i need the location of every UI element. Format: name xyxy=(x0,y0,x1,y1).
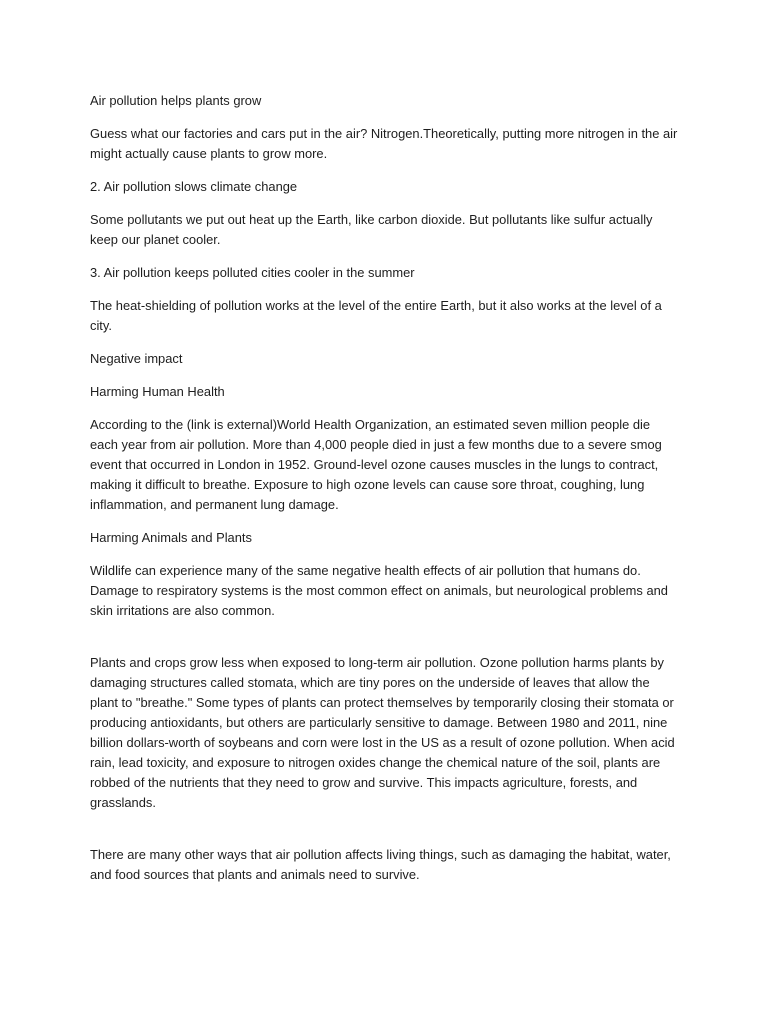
heading-plants-grow: Air pollution helps plants grow xyxy=(90,93,262,108)
paragraph-nitrogen: Guess what our factories and cars put in the air? Nitrogen.Theoretically, putting more nitrogen in the air might actually cause plants to grow more. xyxy=(90,126,678,161)
paragraph-other-ways: There are many other ways that air pollution affects living things, such as damaging the habitat, water, and food sources that plants and animals need to survive. xyxy=(90,847,671,882)
heading-animals-plants: Harming Animals and Plants xyxy=(90,530,252,545)
paragraph-pollutants-cooling: Some pollutants we put out heat up the Earth, like carbon dioxide. But pollutants like sulfur actually keep our planet cooler. xyxy=(90,212,653,247)
paragraph-heat-shielding: The heat-shielding of pollution works at the level of the entire Earth, but it also works at the level of a city. xyxy=(90,298,662,333)
heading-cities-cooler: 3. Air pollution keeps polluted cities cooler in the summer xyxy=(90,265,415,280)
heading-climate-change: 2. Air pollution slows climate change xyxy=(90,179,298,194)
paragraph-wildlife: Wildlife can experience many of the same negative health effects of air pollution that humans do. Damage to respiratory systems is the most common effect on animals, but neurological problems and skin irritations are also common. xyxy=(90,563,668,618)
heading-human-health: Harming Human Health xyxy=(90,384,225,399)
paragraph-plants-crops: Plants and crops grow less when exposed to long-term air pollution. Ozone pollution harms plants by damaging structures called stomata, which are tiny pores on the underside of leaves that allow the plant to "breathe." Some types of plants can protect themselves by temporarily closing their stomata or producing antioxidants, but others are particularly sensitive to damage. Between 1980 and 2011, nine billion dollars-worth of soybeans and corn were lost in the US as a result of ozone pollution. When acid rain, lead toxicity, and exposure to nitrogen oxides change the chemical nature of the soil, plants are robbed of the nutrients that they need to grow and survive. This impacts agriculture, forests, and grasslands. xyxy=(90,655,675,810)
heading-negative-impact: Negative impact xyxy=(90,351,183,366)
document-body xyxy=(90,91,680,898)
paragraph-human-health: According to the (link is external)World Health Organization, an estimated seven million people die each year from air pollution. More than 4,000 people died in just a few months due to a severe smog event that occurred in London in 1952. Ground-level ozone causes muscles in the lungs to contract, making it difficult to breathe. Exposure to high ozone levels can cause sore throat, coughing, lung inflammation, and permanent lung damage. xyxy=(90,417,662,512)
